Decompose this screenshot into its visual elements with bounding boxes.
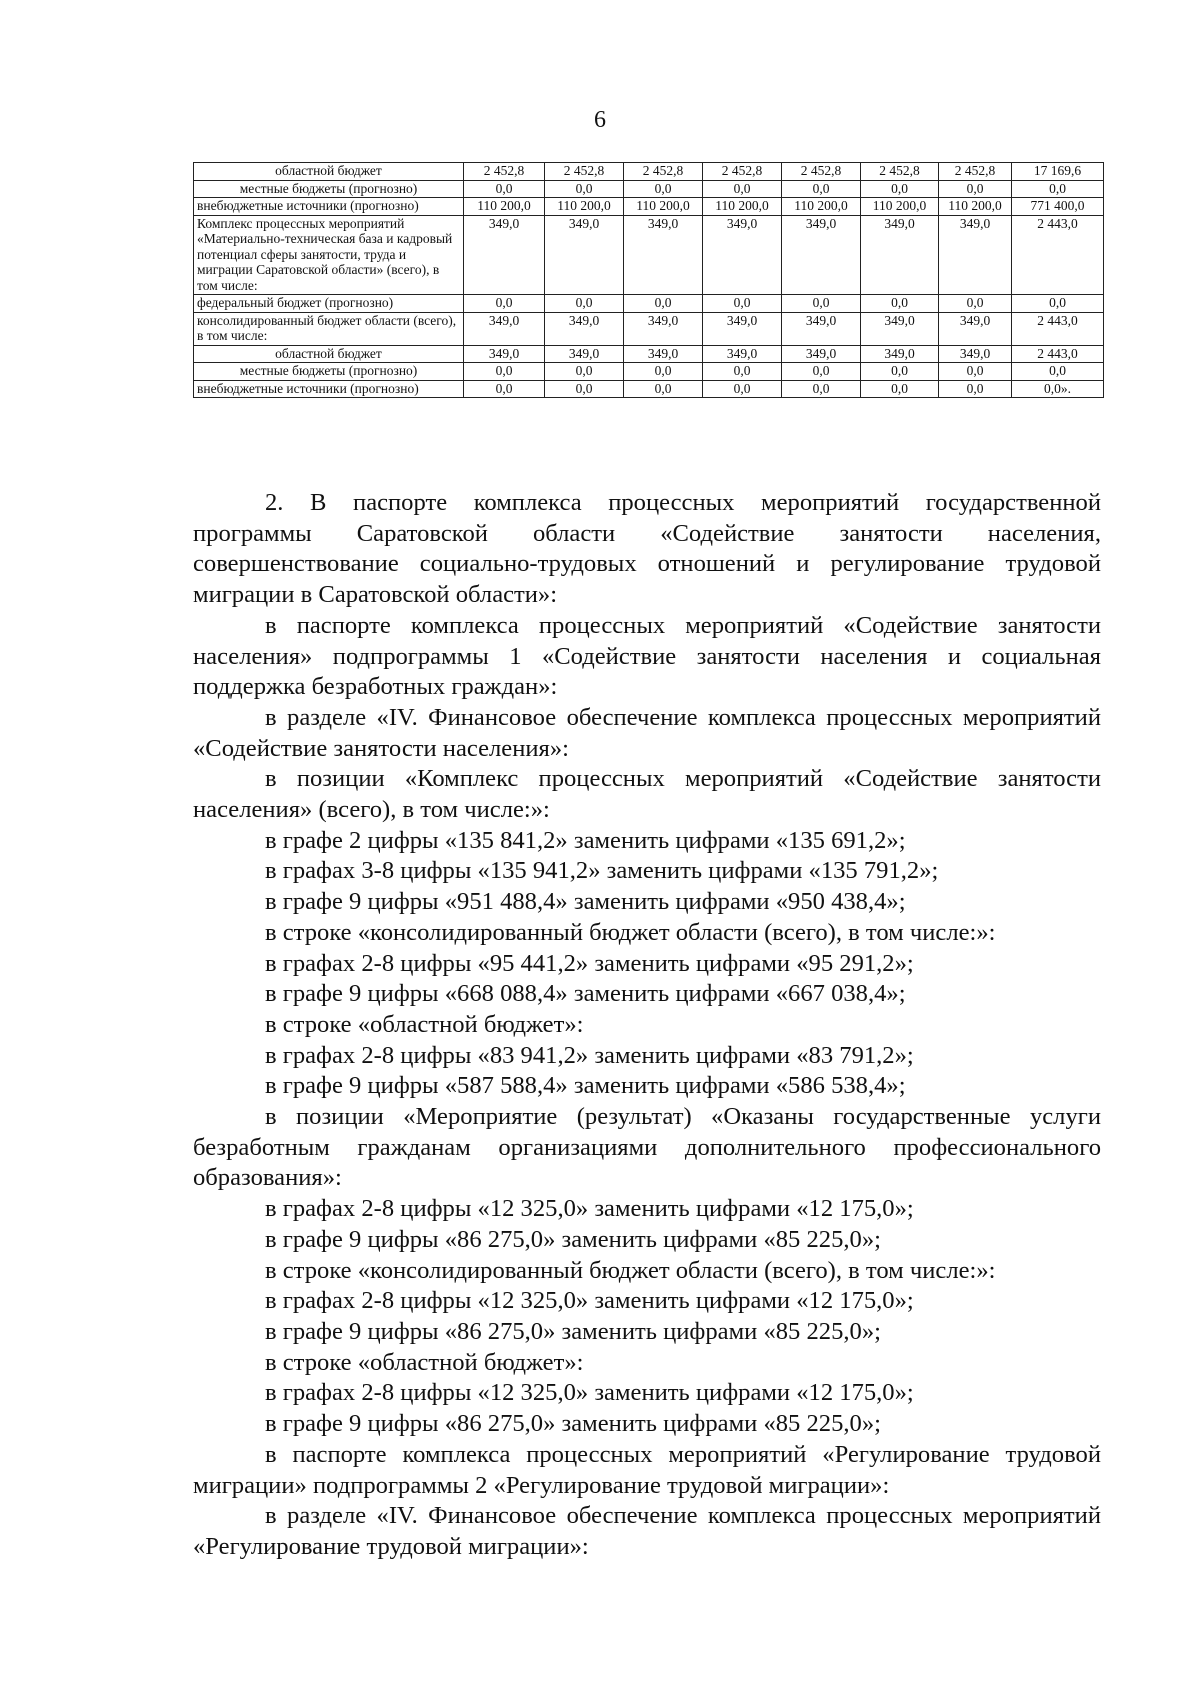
table-row: [194, 215, 1104, 295]
paragraph: в графах 2-8 цифры «12 325,0» заменить цифрами «12 175,0»;: [265, 1379, 914, 1407]
table-row: [194, 163, 1104, 181]
row-label: местные бюджеты (прогнозно): [194, 180, 464, 198]
cell-value: 0,0: [545, 363, 624, 381]
budget-table: [193, 162, 1104, 398]
cell-value: 2 452,8: [861, 163, 939, 181]
table-row: [194, 312, 1104, 345]
cell-value: 17 169,6: [1012, 163, 1104, 181]
budget-table-body: [194, 163, 1104, 398]
cell-value: 0,0: [703, 380, 782, 398]
paragraph: в разделе «IV. Финансовое обеспечение комплекса процессных мероприятий «Регулирование трудовой миграции»:: [193, 1502, 1101, 1560]
cell-value: 349,0: [545, 312, 624, 345]
paragraph: в графах 2-8 цифры «83 941,2» заменить цифрами «83 791,2»;: [265, 1041, 914, 1069]
cell-value: 349,0: [782, 312, 861, 345]
cell-value: 0,0: [782, 295, 861, 313]
paragraph: в строке «областной бюджет»:: [265, 1348, 584, 1376]
paragraph: в строке «областной бюджет»:: [265, 1010, 584, 1038]
cell-value: 0,0: [939, 180, 1012, 198]
cell-value: 110 200,0: [545, 198, 624, 216]
cell-value: 349,0: [703, 215, 782, 295]
paragraph: в разделе «IV. Финансовое обеспечение комплекса процессных мероприятий «Содействие занятости населения»:: [193, 703, 1101, 762]
cell-value: 2 452,8: [939, 163, 1012, 181]
cell-value: 0,0: [782, 380, 861, 398]
cell-value: 0,0: [624, 180, 703, 198]
row-label: Комплекс процессных мероприятий «Материально-техническая база и кадровый потенциал сферы занятости, труда и миграции Саратовской области» (всего), в том числе:: [194, 215, 464, 295]
cell-value: 349,0: [939, 312, 1012, 345]
table-row: [194, 380, 1104, 398]
cell-value: 110 200,0: [782, 198, 861, 216]
cell-value: 0,0: [464, 380, 545, 398]
cell-value: 349,0: [624, 312, 703, 345]
cell-value: 0,0: [782, 180, 861, 198]
cell-value: 0,0: [464, 180, 545, 198]
cell-value: 0,0: [703, 363, 782, 381]
cell-value: 0,0: [861, 363, 939, 381]
cell-value: 110 200,0: [624, 198, 703, 216]
cell-value: 349,0: [782, 345, 861, 363]
cell-value: 771 400,0: [1012, 198, 1104, 216]
table-row: [194, 295, 1104, 313]
cell-value: 0,0: [1012, 180, 1104, 198]
row-label: консолидированный бюджет области (всего), в том числе:: [194, 312, 464, 345]
paragraph: в графах 3-8 цифры «135 941,2» заменить цифрами «135 791,2»;: [265, 857, 939, 885]
cell-value: 0,0: [939, 363, 1012, 381]
paragraph: в графе 9 цифры «587 588,4» заменить цифрами «586 538,4»;: [265, 1072, 906, 1100]
row-label: местные бюджеты (прогнозно): [194, 363, 464, 381]
cell-value: 110 200,0: [939, 198, 1012, 216]
cell-value: 0,0: [464, 295, 545, 313]
cell-value: 110 200,0: [703, 198, 782, 216]
cell-value: 349,0: [545, 345, 624, 363]
row-label: областной бюджет: [194, 163, 464, 181]
cell-value: 349,0: [703, 312, 782, 345]
cell-value: 0,0: [545, 295, 624, 313]
paragraph: в позиции «Комплекс процессных мероприятий «Содействие занятости населения» (всего), в том числе:»:: [193, 765, 1101, 824]
cell-value: 0,0: [703, 180, 782, 198]
paragraph: в строке «консолидированный бюджет области (всего), в том числе:»:: [265, 918, 996, 946]
cell-value: 349,0: [464, 345, 545, 363]
cell-value: 349,0: [939, 345, 1012, 363]
cell-value: 2 452,8: [782, 163, 861, 181]
cell-value: 349,0: [861, 215, 939, 295]
cell-value: 0,0: [861, 180, 939, 198]
cell-value: 0,0: [939, 295, 1012, 313]
cell-value: 0,0: [545, 380, 624, 398]
cell-value: 0,0: [464, 363, 545, 381]
cell-value: 0,0: [624, 380, 703, 398]
cell-value: 2 452,8: [703, 163, 782, 181]
cell-value: 110 200,0: [464, 198, 545, 216]
table-row: [194, 198, 1104, 216]
cell-value: 349,0: [624, 215, 703, 295]
cell-value: 349,0: [861, 345, 939, 363]
paragraph: в паспорте комплекса процессных мероприятий «Содействие занятости населения» подпрограммы 1 «Содействие занятости населения и социальная поддержка безработных граждан»:: [193, 611, 1101, 701]
cell-value: 349,0: [782, 215, 861, 295]
cell-value: 0,0: [1012, 295, 1104, 313]
paragraph: в графах 2-8 цифры «95 441,2» заменить цифрами «95 291,2»;: [265, 949, 914, 977]
cell-value: 0,0: [861, 380, 939, 398]
table-row: [194, 345, 1104, 363]
cell-value: 349,0: [545, 215, 624, 295]
paragraph: в паспорте комплекса процессных мероприятий «Регулирование трудовой миграции» подпрограммы 2 «Регулирование трудовой миграции»:: [193, 1440, 1101, 1499]
cell-value: 0,0».: [1012, 380, 1104, 398]
table-row: [194, 363, 1104, 381]
row-label: областной бюджет: [194, 345, 464, 363]
paragraph: в графе 9 цифры «951 488,4» заменить цифрами «950 438,4»;: [265, 888, 906, 916]
cell-value: 349,0: [703, 345, 782, 363]
paragraph: в позиции «Мероприятие (результат) «Оказаны государственные услуги безработным гражданам организациями дополнительного профессионального образования»:: [193, 1103, 1101, 1192]
paragraph: в графе 9 цифры «668 088,4» заменить цифрами «667 038,4»;: [265, 980, 906, 1008]
cell-value: 0,0: [1012, 363, 1104, 381]
paragraph: в графе 2 цифры «135 841,2» заменить цифрами «135 691,2»;: [265, 826, 906, 854]
paragraph: в графах 2-8 цифры «12 325,0» заменить цифрами «12 175,0»;: [265, 1287, 914, 1315]
cell-value: 349,0: [861, 312, 939, 345]
cell-value: 2 452,8: [624, 163, 703, 181]
paragraph: в графе 9 цифры «86 275,0» заменить цифрами «85 225,0»;: [265, 1317, 881, 1345]
paragraph: в графе 9 цифры «86 275,0» заменить цифрами «85 225,0»;: [265, 1410, 881, 1438]
cell-value: 0,0: [861, 295, 939, 313]
cell-value: 2 443,0: [1012, 345, 1104, 363]
cell-value: 0,0: [939, 380, 1012, 398]
cell-value: 349,0: [464, 312, 545, 345]
cell-value: 110 200,0: [861, 198, 939, 216]
row-label: внебюджетные источники (прогнозно): [194, 198, 464, 216]
cell-value: 0,0: [545, 180, 624, 198]
cell-value: 2 443,0: [1012, 215, 1104, 295]
cell-value: 2 443,0: [1012, 312, 1104, 345]
cell-value: 0,0: [782, 363, 861, 381]
cell-value: 349,0: [624, 345, 703, 363]
cell-value: 349,0: [464, 215, 545, 295]
document-body: [193, 488, 1101, 1563]
page-number: 6: [594, 107, 606, 133]
paragraph: в графе 9 цифры «86 275,0» заменить цифрами «85 225,0»;: [265, 1225, 881, 1253]
row-label: федеральный бюджет (прогнозно): [194, 295, 464, 313]
paragraph: в строке «консолидированный бюджет области (всего), в том числе:»:: [265, 1256, 996, 1284]
cell-value: 0,0: [703, 295, 782, 313]
row-label: внебюджетные источники (прогнозно): [194, 380, 464, 398]
table-row: [194, 180, 1104, 198]
cell-value: 0,0: [624, 363, 703, 381]
cell-value: 2 452,8: [464, 163, 545, 181]
paragraph: в графах 2-8 цифры «12 325,0» заменить цифрами «12 175,0»;: [265, 1195, 914, 1223]
paragraph: 2. В паспорте комплекса процессных мероприятий государственной программы Саратовской области «Содействие занятости населения, совершенствование социально-трудовых отношений и регулирование трудовой миграции в Саратовской области»:: [193, 489, 1101, 609]
cell-value: 2 452,8: [545, 163, 624, 181]
cell-value: 0,0: [624, 295, 703, 313]
cell-value: 349,0: [939, 215, 1012, 295]
